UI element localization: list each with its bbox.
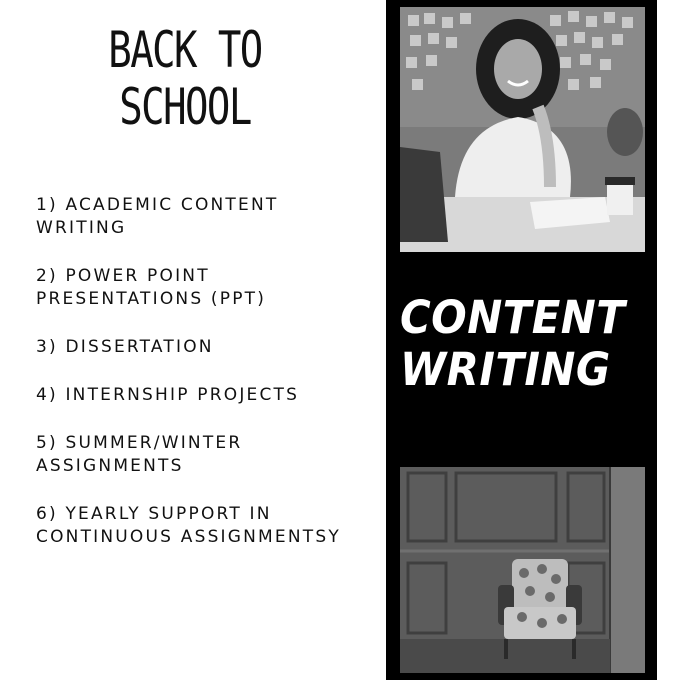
title-line-1: BACK TO <box>108 21 262 79</box>
banner-line-1: CONTENT <box>400 291 626 344</box>
services-list <box>36 194 376 574</box>
banner-line-2: WRITING <box>400 343 611 396</box>
right-margin <box>657 0 680 680</box>
service-item-academic-content-writing: 1) ACADEMIC CONTENT WRITING <box>36 195 279 238</box>
woman-writing-photo <box>400 7 645 252</box>
content-writing-banner <box>400 292 628 396</box>
service-item-power-point-presentations: 2) POWER POINT PRESENTATIONS (PPT) <box>36 266 267 309</box>
service-item-summer-winter-assignments: 5) SUMMER/WINTER ASSIGNMENTS <box>36 433 243 476</box>
service-item-internship-projects: 4) INTERNSHIP PROJECTS <box>36 385 300 405</box>
armchair-room-photo <box>400 467 645 673</box>
woman-writing-illustration <box>400 7 645 252</box>
armchair-illustration <box>400 467 645 673</box>
service-item-yearly-support: 6) YEARLY SUPPORT IN CONTINUOUS ASSIGNMENTSY <box>36 504 341 547</box>
page-title <box>88 22 283 136</box>
title-line-2: SCHOOL <box>119 78 251 136</box>
service-item-dissertation: 3) DISSERTATION <box>36 337 214 357</box>
right-panel <box>386 0 657 680</box>
